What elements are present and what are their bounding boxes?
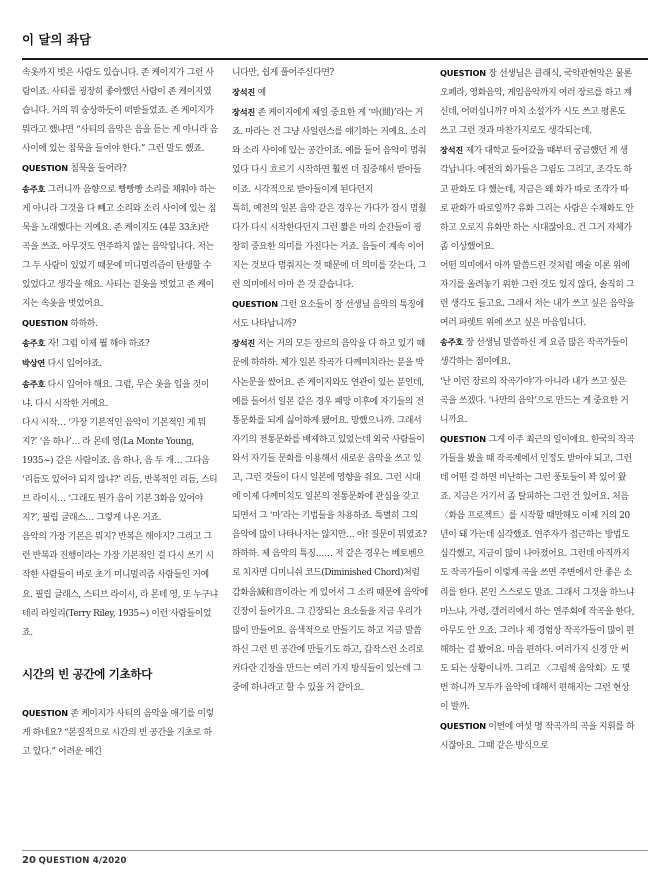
subheading: 시간의 빈 공간에 기초하다 <box>22 666 153 681</box>
dialogue-line <box>22 314 218 334</box>
speaker-name: QUESTION <box>440 68 486 78</box>
dialogue-line <box>440 141 636 257</box>
speaker-name: 장석진 <box>232 338 256 349</box>
speaker-name: 박상연 <box>22 358 46 369</box>
dialogue-line <box>440 64 636 141</box>
speaker-name: QUESTION <box>232 299 278 310</box>
speaker-name: 송주호 <box>22 378 46 389</box>
dialogue-text: 존 케이지에게 제일 중요한 게 ‘마(間)’라는 거죠. 마라는 건 그냥 사일런스를 얘기하는 거예요. 소리와 소리 사이에 있는 공간이죠. 예를 들어 음악이 멈춰있다 다시 흐르기 시작하면 훨씬 더 집중해서 받아들이죠. 시각적으로 받아들이게 된다던지 <box>232 108 427 195</box>
page-number: 20 <box>22 855 36 866</box>
dialogue-text: 그게 아주 최근의 일이에요. 한국의 작곡가들을 봤을 때 작곡계에서 인정도 받아야 되고, 그런데 어떤 걸 하면 비난하는 그런 풍토들이 꽉 있어 왔죠. 지금은 거기서 좀 탈피하는 그런 건 있어요. 처음 〈화음 프로젝트〉를 시작할 때만해도 이제 거의 20년이 돼 가는데 심각했죠. 연주자가 접근하는 방법도 심각했고, 지금이 많이 나아졌어요. 그런데 아직까지도 작곡가들이 이렇게 곡을 쓰면 주변에서 안 좋은 소리를 한다. 본인 스스로도 말죠. 그래서 그것을 하느냐 마느냐, 가령, 갤러리에서 하는 연주회에 작곡을 한다, 아무도 안 오죠. 그러나 제 경험상 작곡가들이 많이 편해하는 걸 봤어요. 마음 편하다. 여러가지 신경 안 써도 되는 상황이니까. 그리고 〈그림책 음악회〉도 몇 번 하니까 모두가 음악에 대해서 편해지는 그런 현상이 발까. <box>440 434 635 713</box>
speaker-name: QUESTION <box>22 163 68 174</box>
dialogue-line <box>22 354 218 374</box>
dialogue-line <box>440 333 636 372</box>
dialogue-line <box>232 334 428 698</box>
dialogue-text: 다시 입어야죠. <box>45 359 102 370</box>
paragraph: 속옷까지 벗은 사람도 있습니다. 존 케이지가 그런 사람이죠. 사티를 굉장히 좋아했던 사람이 존 케이지였습니다. 거의 뭐 숭상하듯이 떠받들었죠. 존 케이지가 뭐라고 했냐면 “사티의 음악은 음을 듣는 게 아니라 음 사이에 있는 침묵을 들어야 한다.” 그런 말도 했죠. <box>22 68 218 155</box>
dialogue-text: 그러니까 음향으로 빵빵빵 소리를 채워야 하는 게 아니라 그것을 다 빼고 소리와 소리 사이에 있는 침묵을 노래했다는 거예요. 존 케이지도 (4분 33초)란 곡을 쓰죠. 아무것도 연주하지 않는 음악입니다. 저는 그 두 사람이 있었기 때문에 미니멀리즘이 탄생할 수 있었다고 생각을 해요. 사티는 겉옷을 벗었고 존 케이지는 속옷을 벗었어요. <box>22 184 217 310</box>
dialogue-text: 예 <box>255 88 266 99</box>
dialogue-text: 이번에 여섯 명 작곡가의 곡을 지휘를 하시잖아요. 그때 같은 방식으로 <box>440 722 635 752</box>
column-1 <box>22 64 218 762</box>
speaker-name: 송주호 <box>22 338 46 349</box>
speaker-name: 장석진 <box>232 87 256 98</box>
speaker-name: QUESTION <box>440 721 486 732</box>
paragraph: 다시 시작… ‘가장 기본적인 음악이 기본적인 게 뭐지?’ ‘음 하나’… 라 몬테 영(La Monte Young, 1935~) 같은 사람이죠. 음 하나, 음 두 개… 그다음 ‘리듬도 있어야 되지 않냐?’ 리듬, 반복적인 리듬, 스티브 라이시… ‘그래도 뭔가 음이 기본 3화음 있어야지?’, 필립 글래스… 그렇게 나온 거죠. <box>22 417 218 524</box>
speaker-name: QUESTION <box>22 707 68 718</box>
dialogue-line <box>22 159 218 179</box>
paragraph: ‘난 이런 장르의 작곡가야’가 아니라 내가 쓰고 싶은 곡을 쓰겠다. ‘나만의 음악’으로 만드는 게 중요한 거니까요. <box>440 376 629 425</box>
dialogue-line <box>22 334 218 354</box>
dialogue-text: 장 선생님 말씀하신 게 요즘 많은 작곡가들이 생각하는 점이에요. <box>440 338 628 368</box>
dialogue-text: 존 케이지가 사티의 음악을 애기를 이렇게 하네요? “본질적으로 시간의 빈 공간을 기초로 하고 있다.” 어려운 얘긴 <box>22 708 214 758</box>
speaker-name: 장석진 <box>440 145 464 156</box>
page-footer <box>22 855 127 866</box>
paragraph: 특히, 예전의 일본 음악 같은 경우는 가다가 잠시 멈췄다가 다시 시작한다던지 그런 짧은 마의 순간들이 굉장히 중요한 의미를 가진다는 거죠. 음들이 계속 이어지는 것보다 멈춰지는 것 때문에 더 의미를 갖는다, 그런 의미에서 아마 쓴 것 같습니다. <box>232 203 427 291</box>
dialogue-line <box>232 83 428 103</box>
dialogue-text: 자! 그럼 이제 뭘 해야 하죠? <box>45 339 150 350</box>
page-header <box>22 14 648 46</box>
column-2 <box>232 64 428 698</box>
dialogue-line <box>232 103 428 199</box>
issue-label: QUESTION 4/2020 <box>38 856 127 866</box>
dialogue-text: 제가 대학교 들어갔을 때부터 궁금했던 게 생각납니다. 예전의 화가들은 그림도 그리고, 조각도 하고 판화도 다 했는데, 지금은 왜 화가 따로 조각가 따로 판화가 따로일까? 유화 그리는 사람은 수채화도 안 하고 오로지 유화만 하는 시대잖아요. 건 그거 자체가 좀 이상했어요. <box>440 146 634 252</box>
dialogue-line <box>440 717 636 756</box>
dialogue-line <box>22 704 218 762</box>
paragraph: 어떤 의미에서 아까 말씀드린 것처럼 예술 이론 위에 자기를 올려놓기 위한 그런 것도 있지 않다, 솔직히 그런 생각도 들고요. 그래서 저는 내가 쓰고 싶은 음악을 여러 파렛트 위에 쓰고 싶은 마음입니다. <box>440 260 635 329</box>
speaker-name: 송주호 <box>440 337 464 348</box>
dialogue-line <box>22 180 218 315</box>
dialogue-text: 침묵을 들어라? <box>67 164 127 175</box>
dialogue-line <box>440 430 636 717</box>
dialogue-text: 저는 거의 모든 장르의 음악을 다 하고 있기 때문에 하하하. 제가 일본 작곡가 다께미치라는 분을 박사논문을 썼어요. 존 케이지와도 연관이 있는 분인데, 예를 들어서 일본 같은 경우 패망 이후에 자기들의 전통문화를 되게 싫어하게 됐어요. 망했으니까. 그래서 자기의 전통문화를 배제하고 있었는데 외국 사람들이 와서 자기들 문화를 이용해서 새로운 음악을 쓰고 있고, 그런 것들이 다시 일본에 영향을 줘요. 그런 시대에 이제 다께미치도 일본의 전통문화에 관심을 갖고 되면서 그 ‘마’라는 기법들을 차용하죠. 특별히 그의 음악에 많이 나타나지는 않지만… 아! 질문이 뭐였죠? 하하하. 제 음악의 특징…… 저 같은 경우는 베토벤으로 치자면 디미니쉬 코드(Diminished Chord)처럼 감화음減和音이라는 게 있어서 그 소리 때문에 음악에 긴장이 들어가요. 그 긴장되는 요소들을 지금 우리가 많이 만들어요. 음색적으로 만들기도 하고 지금 말씀하신 그런 빈 공간에 만들기도 하고, 갑작스런 소리로 커다란 긴장을 만드는 여러 가지 방식들이 있는데 그 중에 하나라고 할 수 있을 거 같아요. <box>232 339 428 693</box>
paragraph: 음악의 가장 기본은 뭐지? 반복은 해야지? 그리고 그런 반복과 진행이라는 가장 기본적인 걸 다시 쓰기 시작한 사람들이 바로 초기 미니멀리즘 사람들인 거예요. 필립 글래스, 스티브 라이시, 라 몬테 영, 또 누구냐 테리 라일리(Terry Riley, 1935~) 이런 사람들이었죠. <box>22 532 218 638</box>
speaker-name: QUESTION <box>440 433 486 444</box>
dialogue-text: 다시 입어야 해요. 그럼, 무슨 옷을 입을 것이냐. 다시 시작한 거예요. <box>22 379 210 409</box>
speaker-name: 장석진 <box>232 107 256 118</box>
dialogue-text: 그런 요소들이 장 선생님 음악의 특징에서도 나타납니까? <box>232 300 424 330</box>
dialogue-text: 하하하. <box>67 319 98 330</box>
dialogue-line <box>22 375 218 414</box>
footer-rule <box>22 850 648 851</box>
speaker-name: 송주호 <box>22 183 46 194</box>
speaker-name: QUESTION <box>22 318 68 329</box>
dialogue-line <box>232 295 428 334</box>
column-3 <box>440 64 636 756</box>
paragraph: 니다만, 쉽게 풀어주신다면? <box>232 68 334 78</box>
dialogue-text: 장 선생님은 클래식, 국악관현악은 물론 오페라, 영화음악, 게임음악까지 여러 장르를 하고 계신데, 어떠십니까? 마치 소설가가 시도 쓰고 평론도 쓰고 그런 것과 마찬가지로도 생각되는데. <box>440 69 632 137</box>
section-title: 이 달의 좌담 <box>22 32 92 47</box>
header-rule <box>22 58 648 60</box>
